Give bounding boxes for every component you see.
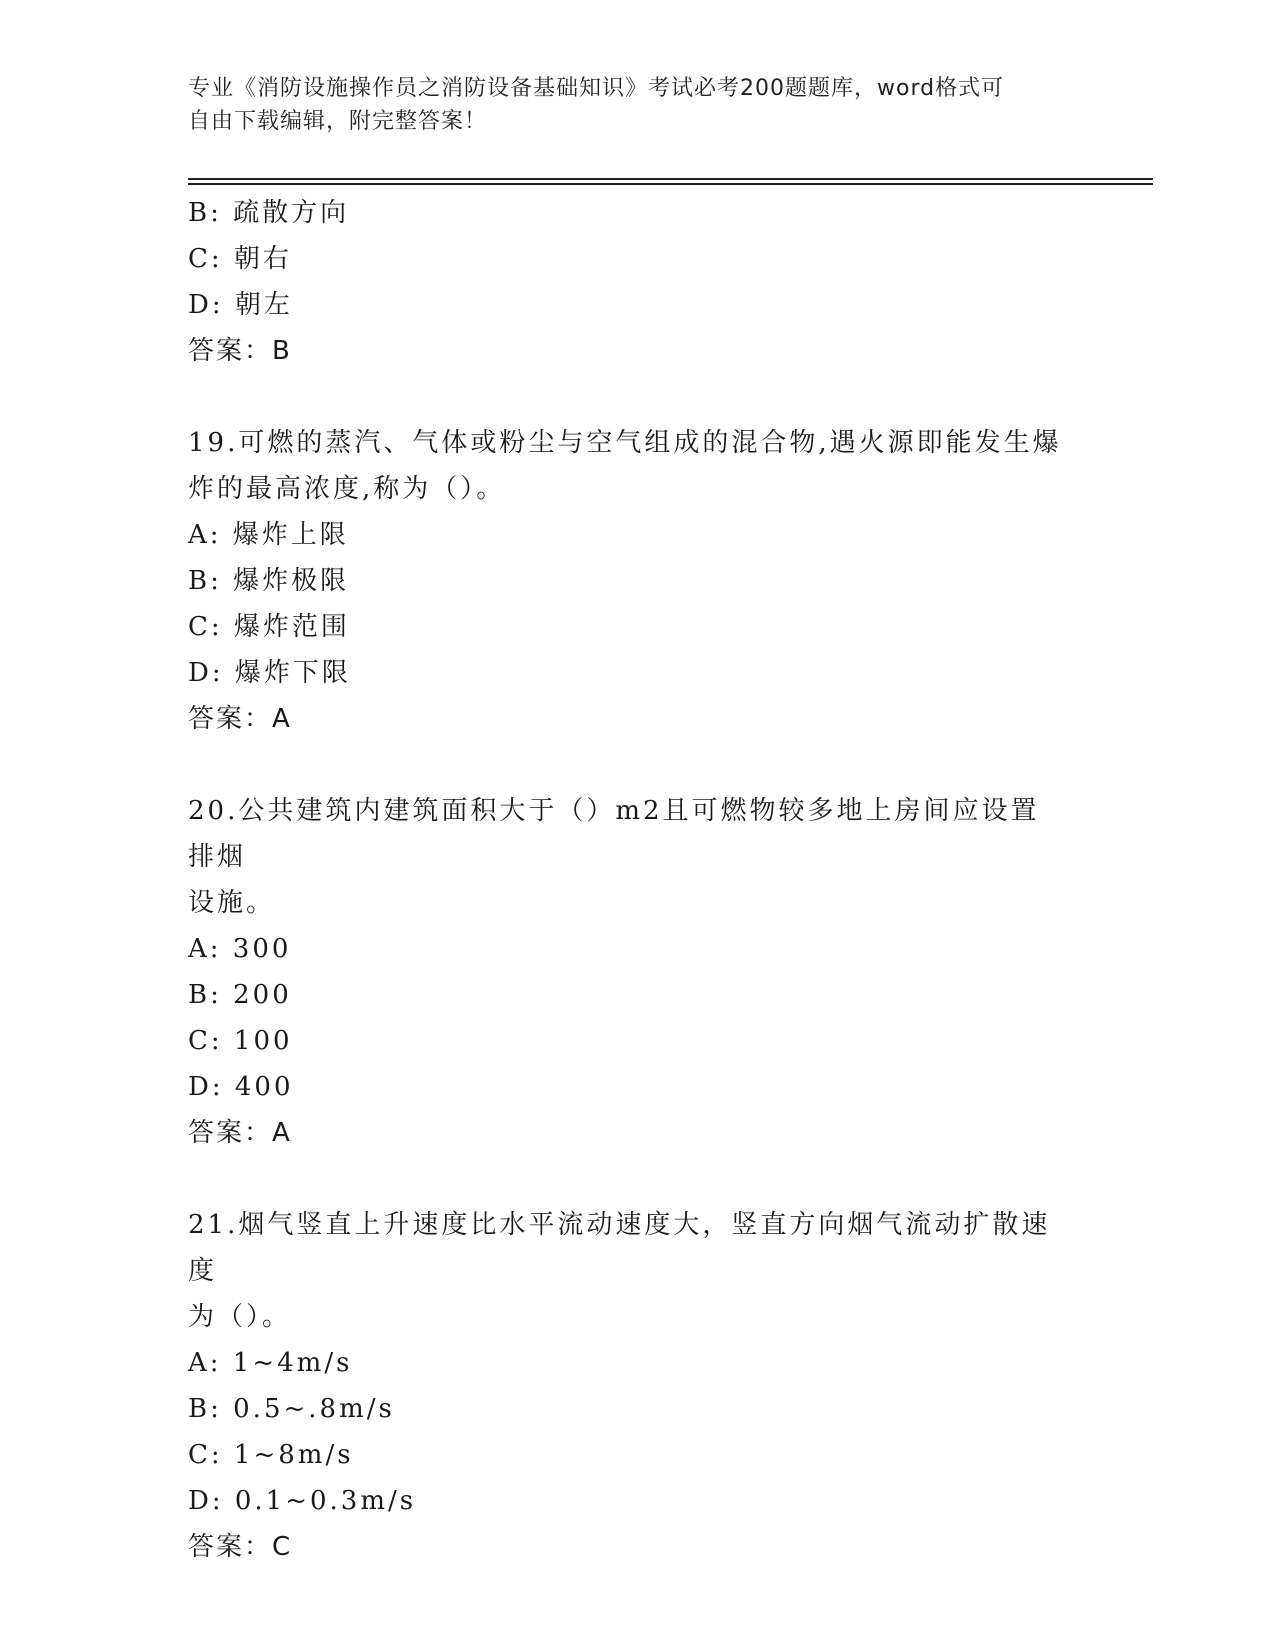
option-b: B: 200: [188, 980, 292, 1010]
question-text-line-1: 20.公共建筑内建筑面积大于（）m2且可燃物较多地上房间应设置排烟: [188, 796, 1040, 872]
option-c: C: 1~8m/s: [188, 1440, 354, 1470]
answer-line: 答案：C: [188, 1532, 293, 1562]
option-d: D: 朝左: [188, 290, 293, 320]
option-b: B: 疏散方向: [188, 198, 350, 228]
question-text-line-2: 为（）。: [188, 1302, 292, 1332]
document-header: [188, 72, 1068, 138]
option-b: B: 爆炸极限: [188, 566, 350, 596]
option-d: D: 400: [188, 1072, 294, 1102]
header-line-2: 自由下载编辑，附完整答案！: [188, 109, 488, 134]
question-20: [188, 788, 1088, 1156]
answer-line: 答案：A: [188, 1118, 292, 1148]
option-d: D: 0.1~0.3m/s: [188, 1486, 417, 1516]
spacer: [188, 374, 1088, 420]
question-text-line-1: 19.可燃的蒸汽、气体或粉尘与空气组成的混合物,遇火源即能发生爆: [188, 428, 1062, 458]
question-text-line-2: 炸的最高浓度,称为（）。: [188, 474, 506, 504]
header-divider-bottom: [188, 183, 1153, 185]
question-19: [188, 420, 1088, 742]
option-d: D: 爆炸下限: [188, 658, 351, 688]
question-21: [188, 1202, 1088, 1570]
option-a: A: 300: [188, 934, 292, 964]
header-divider-top: [188, 178, 1153, 180]
spacer: [188, 1156, 1088, 1202]
question-text-line-1: 21.烟气竖直上升速度比水平流动速度大，竖直方向烟气流动扩散速度: [188, 1210, 1051, 1286]
option-b: B: 0.5~.8m/s: [188, 1394, 395, 1424]
question-text-line-2: 设施。: [188, 888, 276, 918]
answer-line: 答案：B: [188, 336, 292, 366]
option-a: A: 爆炸上限: [188, 520, 349, 550]
question-list: [188, 190, 1088, 1570]
answer-line: 答案：A: [188, 704, 292, 734]
prev-question-block: [188, 190, 1088, 374]
option-c: C: 爆炸范围: [188, 612, 350, 642]
header-line-1: 专业《消防设施操作员之消防设备基础知识》考试必考200题题库，word格式可: [188, 76, 1005, 101]
spacer: [188, 742, 1088, 788]
option-a: A: 1~4m/s: [188, 1348, 353, 1378]
option-c: C: 朝右: [188, 244, 292, 274]
option-c: C: 100: [188, 1026, 293, 1056]
